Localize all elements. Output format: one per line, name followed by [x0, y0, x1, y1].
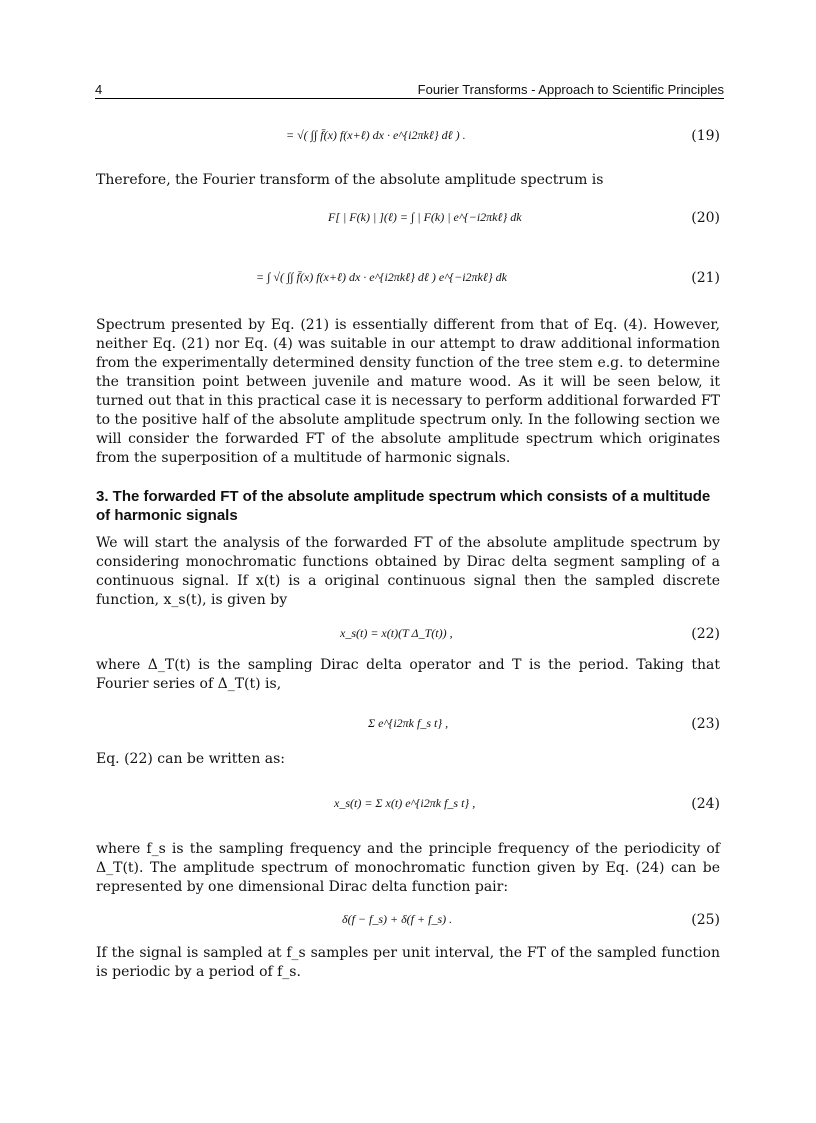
equation-21-math: = ∫ √( ∫∫ f̄(x) f(x+ℓ) dx · e^{i2πkℓ} dℓ ) e^{−i2πkℓ} dk [256, 270, 507, 284]
equation-21 [96, 270, 720, 300]
equation-21-number: (21) [691, 270, 720, 286]
paragraph-dirac-operator: where Δ_T(t) is the sampling Dirac delta operator and T is the period. Taking that Fourier series of Δ_T(t) is, [96, 657, 720, 692]
equation-20 [96, 210, 720, 240]
equation-22 [96, 626, 720, 656]
section-heading: 3. The forwarded FT of the absolute amplitude spectrum which consists of a multitude of harmonic signals [96, 488, 711, 524]
equation-24 [96, 796, 720, 826]
equation-25-math: δ(f − f_s) + δ(f + f_s) . [342, 912, 453, 926]
page-number: 4 [95, 82, 103, 97]
equation-25 [96, 912, 720, 942]
equation-25-number: (25) [691, 912, 720, 928]
paragraph-intro-ft: Therefore, the Fourier transform of the absolute amplitude spectrum is [96, 172, 604, 188]
equation-23 [96, 716, 720, 746]
running-title: Fourier Transforms - Approach to Scientific Principles [417, 82, 724, 97]
paragraph-sampling-frequency: where f_s is the sampling frequency and the principle frequency of the periodicity of Δ_T(t). The amplitude spectrum of monochromatic function given by Eq. (24) can be represented by one dimensional Dirac delta function pair: [96, 841, 720, 895]
equation-24-math: x_s(t) = Σ x(t) e^{i2πk f_s t} , [334, 796, 476, 810]
paragraph-eq22-rewrite: Eq. (22) can be written as: [96, 751, 286, 767]
equation-19-math: = √( ∫∫ f̄(x) f(x+ℓ) dx · e^{i2πkℓ} dℓ ) . [286, 128, 466, 142]
equation-19-number: (19) [691, 128, 720, 144]
paragraph-analysis-start: We will start the analysis of the forwarded FT of the absolute amplitude spectrum by considering monochromatic functions obtained by Dirac delta segment sampling of a continuous signal. If x(t) is a original continuous signal then the sampled discrete function, x_s(t), is given by [96, 535, 720, 608]
paragraph-periodic-ft: If the signal is sampled at f_s samples per unit interval, the FT of the sampled function is periodic by a period of f_s. [96, 945, 720, 980]
equation-19 [96, 128, 720, 158]
equation-24-number: (24) [691, 796, 720, 812]
equation-20-math: F[ | F(k) | ](ℓ) = ∫ | F(k) | e^{−i2πkℓ} dk [328, 210, 522, 224]
paragraph-spectrum-discussion: Spectrum presented by Eq. (21) is essentially different from that of Eq. (4). However, neither Eq. (21) nor Eq. (4) was suitable in our attempt to draw additional information from the experimentally determined density function of the tree stem e.g. to determine the transition point between juvenile and mature wood. As it will be seen below, it turned out that in this practical case it is necessary to perform additional forwarded FT to the positive half of the absolute amplitude spectrum only. In the following section we will consider the forwarded FT of the absolute amplitude spectrum which originates from the superposition of a multitude of harmonic signals. [96, 317, 720, 466]
header-rule [95, 98, 724, 99]
equation-20-number: (20) [691, 210, 720, 226]
equation-23-number: (23) [691, 716, 720, 732]
equation-22-number: (22) [691, 626, 720, 642]
equation-23-math: Σ e^{i2πk f_s t} , [368, 716, 449, 730]
equation-22-math: x_s(t) = x(t)(T Δ_T(t)) , [340, 626, 453, 640]
